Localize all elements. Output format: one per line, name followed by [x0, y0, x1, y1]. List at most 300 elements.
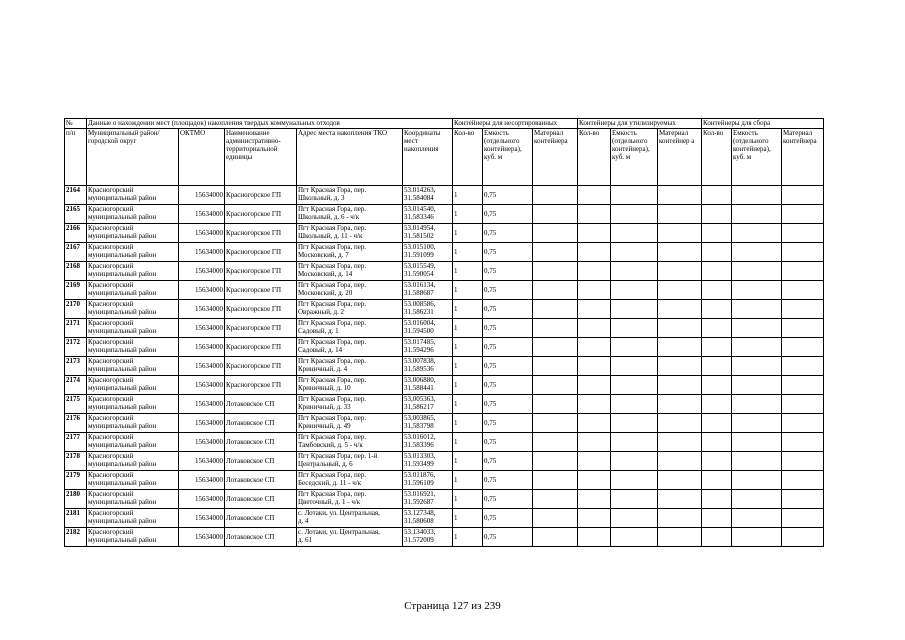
row-collection-capacity — [732, 433, 782, 452]
row-unsorted-capacity: 0,75 — [483, 281, 533, 300]
row-latitude: 53.017485, — [404, 338, 436, 346]
row-address — [297, 376, 403, 395]
row-collection-material — [782, 357, 824, 376]
row-collection-material — [782, 300, 824, 319]
row-unsorted-capacity: 0,75 — [483, 528, 533, 547]
row-coordinates — [403, 319, 453, 338]
row-collection-qty — [702, 528, 732, 547]
row-collection-qty — [702, 357, 732, 376]
row-district — [87, 357, 179, 376]
row-settlement: Красногорское ГП — [225, 243, 297, 262]
row-collection-material — [782, 395, 824, 414]
row-coordinates — [403, 357, 453, 376]
row-recyclable-material — [658, 186, 702, 205]
row-collection-material — [782, 262, 824, 281]
row-recyclable-capacity — [611, 319, 658, 338]
row-address — [297, 528, 403, 547]
row-unsorted-material — [533, 395, 578, 414]
row-recyclable-capacity — [611, 205, 658, 224]
row-oktmo: 15634000 — [179, 376, 225, 395]
row-coordinates — [403, 243, 453, 262]
row-recyclable-qty — [578, 338, 611, 357]
row-oktmo: 15634000 — [179, 433, 225, 452]
row-address-line2: Садовый, д. 14 — [298, 346, 343, 354]
row-district — [87, 452, 179, 471]
row-settlement: Лотаковское СП — [225, 395, 297, 414]
row-recyclable-qty — [578, 509, 611, 528]
row-settlement: Красногорское ГП — [225, 205, 297, 224]
row-district-line1: Красногорский — [88, 395, 134, 403]
row-district-line2: муниципальный район — [88, 479, 157, 487]
row-address-line1: Пгт Красная Гора, пер. — [298, 490, 367, 498]
row-address — [297, 490, 403, 509]
row-district-line2: муниципальный район — [88, 346, 157, 354]
row-latitude: 53.014540, — [404, 205, 436, 213]
row-address — [297, 319, 403, 338]
row-unsorted-material — [533, 186, 578, 205]
row-address — [297, 281, 403, 300]
row-longitude: 31.588687 — [404, 289, 434, 297]
row-unsorted-capacity: 0,75 — [483, 224, 533, 243]
row-coordinates — [403, 300, 453, 319]
row-coordinates — [403, 414, 453, 433]
row-collection-capacity — [732, 338, 782, 357]
row-district-line2: муниципальный район — [88, 251, 157, 259]
row-collection-material — [782, 243, 824, 262]
waste-sites-table — [64, 118, 824, 547]
row-collection-material — [782, 433, 824, 452]
header-places-group: Данные о нахождении мест (площадок) накопления твердых коммунальных отходов — [87, 119, 453, 129]
row-recyclable-capacity — [611, 338, 658, 357]
row-recyclable-capacity — [611, 528, 658, 547]
row-latitude: 53.016921, — [404, 490, 436, 498]
row-collection-material — [782, 338, 824, 357]
row-district-line1: Красногорский — [88, 262, 134, 270]
row-settlement: Красногорское ГП — [225, 300, 297, 319]
row-district — [87, 262, 179, 281]
row-number: 2171 — [65, 319, 87, 338]
row-district-line2: муниципальный район — [88, 403, 157, 411]
row-address-line2: Московский, д. 20 — [298, 289, 353, 297]
row-coordinates — [403, 490, 453, 509]
row-unsorted-qty: 1 — [453, 376, 483, 395]
row-latitude: 53.016134, — [404, 281, 436, 289]
row-recyclable-capacity — [611, 414, 658, 433]
row-recyclable-qty — [578, 376, 611, 395]
row-address — [297, 509, 403, 528]
row-collection-qty — [702, 205, 732, 224]
row-oktmo: 15634000 — [179, 338, 225, 357]
row-number: 2179 — [65, 471, 87, 490]
row-collection-qty — [702, 338, 732, 357]
row-longitude: 31.583396 — [404, 441, 434, 449]
row-unsorted-qty: 1 — [453, 395, 483, 414]
row-unsorted-material — [533, 205, 578, 224]
row-recyclable-material — [658, 509, 702, 528]
row-coordinates — [403, 528, 453, 547]
table-row — [65, 471, 824, 490]
row-recyclable-material — [658, 338, 702, 357]
row-address-line1: Пгт Красная Гора, пер. — [298, 395, 367, 403]
row-district — [87, 528, 179, 547]
row-address-line1: с. Лотаки, ул. Центральная, — [298, 509, 380, 517]
row-latitude: 53.016012, — [404, 433, 436, 441]
row-address — [297, 414, 403, 433]
row-longitude: 31.589536 — [404, 365, 434, 373]
row-settlement: Красногорское ГП — [225, 262, 297, 281]
row-unsorted-qty: 1 — [453, 414, 483, 433]
row-unsorted-capacity: 0,75 — [483, 243, 533, 262]
row-address-line2: Школьный, д. 11 - ч/к — [298, 232, 363, 240]
row-collection-capacity — [732, 224, 782, 243]
row-unsorted-qty: 1 — [453, 243, 483, 262]
row-district — [87, 300, 179, 319]
row-unsorted-material — [533, 452, 578, 471]
row-unsorted-qty: 1 — [453, 186, 483, 205]
row-district-line1: Красногорский — [88, 319, 134, 327]
row-number: 2178 — [65, 452, 87, 471]
row-recyclable-capacity — [611, 300, 658, 319]
table-row — [65, 376, 824, 395]
row-address-line2: Цветочный, д. 1 - ч/к — [298, 498, 361, 506]
row-longitude: 31,583798 — [404, 422, 434, 430]
row-unsorted-capacity: 0,75 — [483, 338, 533, 357]
row-unsorted-material — [533, 414, 578, 433]
row-address-line1: с. Лотаки, ул. Центральная, — [298, 528, 380, 536]
row-recyclable-qty — [578, 205, 611, 224]
row-number: 2164 — [65, 186, 87, 205]
row-recyclable-capacity — [611, 490, 658, 509]
row-district — [87, 414, 179, 433]
row-unsorted-qty: 1 — [453, 490, 483, 509]
row-collection-material — [782, 376, 824, 395]
row-address-line1: Пгт Красная Гора, пер. — [298, 281, 367, 289]
row-recyclable-material — [658, 357, 702, 376]
row-district — [87, 338, 179, 357]
row-address-line2: Овражный, д. 2 — [298, 308, 345, 316]
row-collection-qty — [702, 433, 732, 452]
row-address — [297, 338, 403, 357]
row-district — [87, 224, 179, 243]
row-oktmo: 15634000 — [179, 395, 225, 414]
row-oktmo: 15634000 — [179, 471, 225, 490]
row-collection-capacity — [732, 319, 782, 338]
row-longitude: 31,586217 — [404, 403, 434, 411]
row-unsorted-capacity: 0,75 — [483, 509, 533, 528]
row-address-line1: Пгт Красная Гора, пер. — [298, 471, 367, 479]
row-number: 2182 — [65, 528, 87, 547]
row-address — [297, 300, 403, 319]
row-district-line2: муниципальный район — [88, 270, 157, 278]
row-district — [87, 205, 179, 224]
row-recyclable-material — [658, 243, 702, 262]
row-address — [297, 433, 403, 452]
header-col-unsorted-material: Материал контейнера — [533, 129, 578, 186]
row-number: 2177 — [65, 433, 87, 452]
row-district-line2: муниципальный район — [88, 441, 157, 449]
row-latitude: 53.006880, — [404, 376, 436, 384]
header-col-district: Муниципальный район/городской округ — [87, 129, 179, 186]
row-number: 2166 — [65, 224, 87, 243]
row-latitude: 53.014954, — [404, 224, 436, 232]
row-recyclable-capacity — [611, 224, 658, 243]
row-district-line2: муниципальный район — [88, 327, 157, 335]
row-number: 2169 — [65, 281, 87, 300]
row-district-line2: муниципальный район — [88, 460, 157, 468]
table-row — [65, 433, 824, 452]
header-col-unsorted-capacity: Емкость (отдельного контейнера), куб. м — [483, 129, 533, 186]
table-row — [65, 281, 824, 300]
row-recyclable-qty — [578, 490, 611, 509]
row-recyclable-capacity — [611, 186, 658, 205]
row-oktmo: 15634000 — [179, 490, 225, 509]
row-recyclable-capacity — [611, 376, 658, 395]
row-unsorted-qty: 1 — [453, 357, 483, 376]
row-coordinates — [403, 224, 453, 243]
row-recyclable-material — [658, 433, 702, 452]
row-latitude: 53.015100, — [404, 243, 436, 251]
row-recyclable-capacity — [611, 281, 658, 300]
row-address-line2: Садовый, д. 1 — [298, 327, 339, 335]
header-col-unsorted-qty: Кол-во — [453, 129, 483, 186]
header-col-oktmo: ОКТМО — [179, 129, 225, 186]
header-col-collection-material: Материал контейнера — [782, 129, 824, 186]
row-unsorted-material — [533, 338, 578, 357]
row-district — [87, 281, 179, 300]
row-recyclable-qty — [578, 395, 611, 414]
row-recyclable-material — [658, 376, 702, 395]
row-address-line1: Пгт Красная Гора, пер. — [298, 224, 367, 232]
row-coordinates — [403, 262, 453, 281]
row-latitude: 53.007838, — [404, 357, 436, 365]
row-collection-capacity — [732, 490, 782, 509]
row-collection-material — [782, 205, 824, 224]
row-settlement: Красногорское ГП — [225, 281, 297, 300]
row-unsorted-capacity: 0,75 — [483, 319, 533, 338]
table-row — [65, 509, 824, 528]
row-unsorted-qty: 1 — [453, 338, 483, 357]
row-latitude: 53.008586, — [404, 300, 436, 308]
row-recyclable-qty — [578, 319, 611, 338]
row-unsorted-capacity: 0,75 — [483, 414, 533, 433]
row-unsorted-qty: 1 — [453, 509, 483, 528]
row-settlement: Красногорское ГП — [225, 376, 297, 395]
row-oktmo: 15634000 — [179, 281, 225, 300]
row-unsorted-material — [533, 319, 578, 338]
row-number: 2181 — [65, 509, 87, 528]
row-collection-qty — [702, 452, 732, 471]
row-recyclable-qty — [578, 224, 611, 243]
row-coordinates — [403, 471, 453, 490]
row-unsorted-material — [533, 300, 578, 319]
row-unsorted-material — [533, 357, 578, 376]
row-unsorted-capacity: 0,75 — [483, 490, 533, 509]
row-longitude: 31.594296 — [404, 346, 434, 354]
row-longitude: 31.590054 — [404, 270, 434, 278]
row-recyclable-material — [658, 414, 702, 433]
row-number: 2170 — [65, 300, 87, 319]
header-col-address: Адрес места накопления ТКО — [297, 129, 403, 186]
row-unsorted-material — [533, 376, 578, 395]
row-collection-material — [782, 490, 824, 509]
table-row — [65, 357, 824, 376]
row-recyclable-capacity — [611, 452, 658, 471]
row-longitude: 31.581502 — [404, 232, 434, 240]
row-address-line2: Криничный, д. 10 — [298, 384, 351, 392]
row-settlement: Красногорское ГП — [225, 319, 297, 338]
row-address-line2: д. 61 — [298, 536, 313, 544]
row-address-line2: Школьный, д. 3 — [298, 194, 345, 202]
row-settlement: Лотаковское СП — [225, 433, 297, 452]
row-district-line1: Красногорский — [88, 471, 134, 479]
row-settlement: Красногорское ГП — [225, 338, 297, 357]
row-unsorted-capacity: 0,75 — [483, 186, 533, 205]
row-recyclable-qty — [578, 357, 611, 376]
row-oktmo: 15634000 — [179, 243, 225, 262]
row-district — [87, 186, 179, 205]
row-recyclable-qty — [578, 243, 611, 262]
row-collection-capacity — [732, 509, 782, 528]
row-number: 2180 — [65, 490, 87, 509]
row-unsorted-qty: 1 — [453, 452, 483, 471]
header-collection-group: Контейнеры для сбора — [702, 119, 824, 129]
row-unsorted-qty: 1 — [453, 433, 483, 452]
row-collection-qty — [702, 414, 732, 433]
row-district-line1: Красногорский — [88, 490, 134, 498]
row-unsorted-qty: 1 — [453, 205, 483, 224]
row-recyclable-capacity — [611, 471, 658, 490]
row-coordinates — [403, 376, 453, 395]
header-recyclable-group: Контейнеры для утилизируемых — [578, 119, 702, 129]
row-district-line1: Красногорский — [88, 243, 134, 251]
row-address-line2: Школьный, д. 6 - ч/к — [298, 213, 360, 221]
row-collection-capacity — [732, 243, 782, 262]
row-longitude: 31.580608 — [404, 517, 434, 525]
row-collection-qty — [702, 262, 732, 281]
row-collection-qty — [702, 281, 732, 300]
row-coordinates — [403, 205, 453, 224]
row-district-line2: муниципальный район — [88, 308, 157, 316]
row-unsorted-qty: 1 — [453, 300, 483, 319]
row-latitude: 53.013303, — [404, 452, 436, 460]
row-longitude: 31.586231 — [404, 308, 434, 316]
row-unsorted-material — [533, 224, 578, 243]
row-district-line1: Красногорский — [88, 376, 134, 384]
row-unsorted-capacity: 0,75 — [483, 205, 533, 224]
row-oktmo: 15634000 — [179, 528, 225, 547]
row-number: 2176 — [65, 414, 87, 433]
row-recyclable-capacity — [611, 433, 658, 452]
row-district — [87, 471, 179, 490]
row-collection-capacity — [732, 452, 782, 471]
row-address — [297, 224, 403, 243]
row-number: 2174 — [65, 376, 87, 395]
row-coordinates — [403, 433, 453, 452]
table-row — [65, 300, 824, 319]
row-unsorted-qty: 1 — [453, 319, 483, 338]
row-district-line1: Красногорский — [88, 224, 134, 232]
row-address — [297, 205, 403, 224]
page-number: Страница 127 из 239 — [404, 600, 501, 612]
row-recyclable-qty — [578, 528, 611, 547]
row-settlement: Красногорское ГП — [225, 186, 297, 205]
table-row — [65, 319, 824, 338]
row-longitude: 31.584084 — [404, 194, 434, 202]
row-district-line1: Красногорский — [88, 357, 134, 365]
header-col-recyclable-capacity: Емкость (отдельного контейнера), куб. м — [611, 129, 658, 186]
row-address-line1: Пгт Красная Гора, пер. — [298, 319, 367, 327]
header-unsorted-group: Контейнеры для несортированных — [453, 119, 578, 129]
row-district-line1: Красногорский — [88, 509, 134, 517]
row-recyclable-capacity — [611, 243, 658, 262]
row-settlement: Лотаковское СП — [225, 414, 297, 433]
row-number: 2173 — [65, 357, 87, 376]
row-address — [297, 395, 403, 414]
row-number: 2175 — [65, 395, 87, 414]
row-address — [297, 262, 403, 281]
row-settlement: Лотаковское СП — [225, 471, 297, 490]
row-settlement: Лотаковское СП — [225, 452, 297, 471]
row-collection-material — [782, 414, 824, 433]
row-coordinates — [403, 281, 453, 300]
row-district-line1: Красногорский — [88, 414, 134, 422]
row-address-line2: Беседский, д. 11 - ч/к — [298, 479, 362, 487]
row-recyclable-qty — [578, 471, 611, 490]
row-oktmo: 15634000 — [179, 262, 225, 281]
row-collection-capacity — [732, 357, 782, 376]
row-address-line1: Пгт Красная Гора, пер. — [298, 262, 367, 270]
row-collection-capacity — [732, 300, 782, 319]
row-recyclable-qty — [578, 300, 611, 319]
row-address-line1: Пгт Красная Гора, пер. — [298, 243, 367, 251]
row-longitude: 31.592687 — [404, 498, 434, 506]
row-oktmo: 15634000 — [179, 186, 225, 205]
row-address-line1: Пгт Красная Гора, пер. — [298, 338, 367, 346]
row-district — [87, 490, 179, 509]
table-row — [65, 528, 824, 547]
row-collection-material — [782, 528, 824, 547]
header-col-collection-qty: Кол-во — [702, 129, 732, 186]
row-recyclable-material — [658, 205, 702, 224]
row-unsorted-qty: 1 — [453, 528, 483, 547]
row-address-line1: Пгт Красная Гора, пер. — [298, 186, 367, 194]
row-unsorted-capacity: 0,75 — [483, 471, 533, 490]
row-collection-qty — [702, 509, 732, 528]
row-oktmo: 15634000 — [179, 509, 225, 528]
row-district — [87, 395, 179, 414]
row-unsorted-qty: 1 — [453, 471, 483, 490]
row-oktmo: 15634000 — [179, 357, 225, 376]
row-unsorted-capacity: 0,75 — [483, 262, 533, 281]
row-district-line2: муниципальный район — [88, 536, 157, 544]
row-address-line1: Пгт Красная Гора, пер. 1-й — [298, 452, 378, 460]
row-collection-material — [782, 224, 824, 243]
row-recyclable-material — [658, 395, 702, 414]
row-recyclable-qty — [578, 452, 611, 471]
row-address-line2: Криничный, д. 49 — [298, 422, 351, 430]
row-recyclable-material — [658, 490, 702, 509]
table-row — [65, 186, 824, 205]
row-address-line1: Пгт Красная Гора, пер. — [298, 414, 367, 422]
row-unsorted-capacity: 0,75 — [483, 433, 533, 452]
row-recyclable-material — [658, 471, 702, 490]
row-address-line2: Московский, д. 7 — [298, 251, 349, 259]
row-district — [87, 433, 179, 452]
row-collection-material — [782, 471, 824, 490]
row-district — [87, 243, 179, 262]
row-recyclable-capacity — [611, 262, 658, 281]
row-district-line1: Красногорский — [88, 300, 134, 308]
